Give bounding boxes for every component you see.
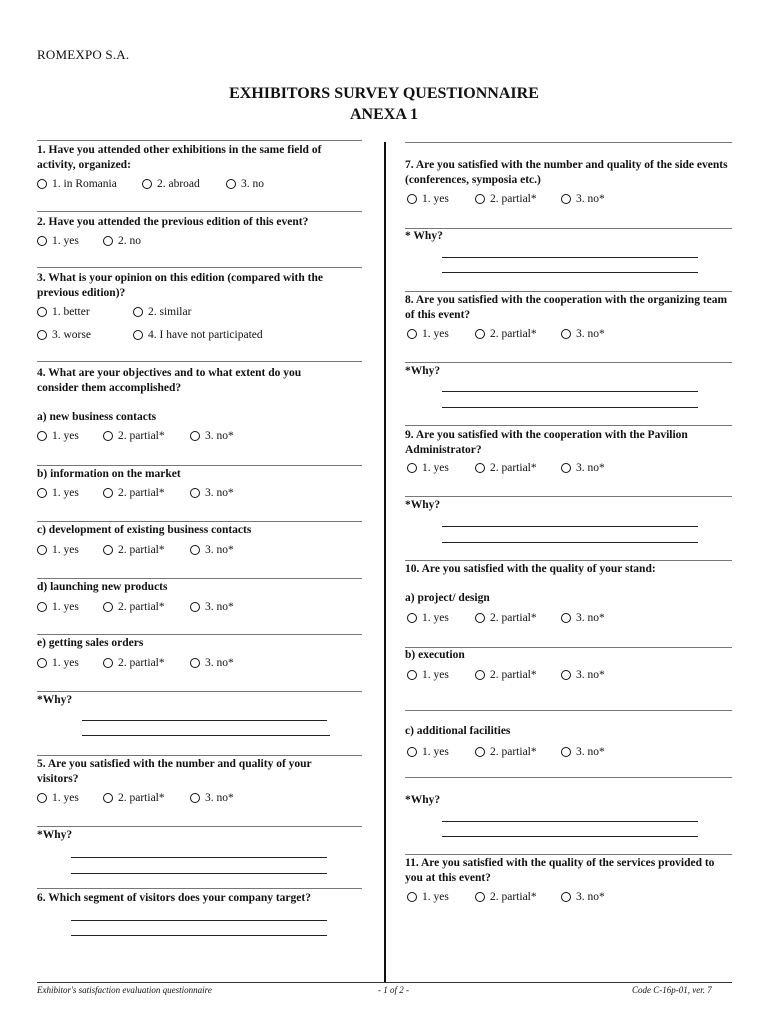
divider <box>37 578 362 579</box>
question-2: 2. Have you attended the previous edition of this event? <box>37 216 309 228</box>
why-label-q8: *Why? <box>405 365 441 377</box>
why-line-q8-2[interactable] <box>442 407 698 408</box>
divider <box>405 560 732 561</box>
question-1: 1. Have you attended other exhibitions in the same field of activity, organized: <box>37 144 322 171</box>
radio-q3-better[interactable]: 1. better <box>37 306 90 318</box>
divider <box>37 521 362 522</box>
why-label-q9: *Why? <box>405 499 441 511</box>
radio-q4a-yes[interactable]: 1. yes <box>37 430 79 442</box>
radio-q9-yes[interactable]: 1. yes <box>407 462 449 474</box>
radio-q2-no[interactable]: 2. no <box>103 235 141 247</box>
radio-circle-icon <box>37 658 47 668</box>
radio-q5-no[interactable]: 3. no* <box>190 792 234 804</box>
radio-circle-icon <box>561 463 571 473</box>
why-line-q9-1[interactable] <box>442 526 698 527</box>
radio-q4d-yes[interactable]: 1. yes <box>37 601 79 613</box>
radio-q10a-partial[interactable]: 2. partial* <box>475 612 537 624</box>
question-6: 6. Which segment of visitors does your company target? <box>37 892 311 904</box>
column-divider <box>384 142 386 982</box>
divider <box>405 647 732 648</box>
radio-q10b-yes[interactable]: 1. yes <box>407 669 449 681</box>
radio-q10c-yes[interactable]: 1. yes <box>407 746 449 758</box>
divider <box>405 777 732 778</box>
why-label-q5: *Why? <box>37 829 73 841</box>
radio-q8-partial[interactable]: 2. partial* <box>475 328 537 340</box>
question-3: 3. What is your opinion on this edition (compared with the previous edition)? <box>37 272 323 299</box>
radio-circle-icon <box>103 658 113 668</box>
why-line-q5-1[interactable] <box>71 857 327 858</box>
radio-circle-icon <box>133 307 143 317</box>
radio-q10c-partial[interactable]: 2. partial* <box>475 746 537 758</box>
page-subtitle: ANEXA 1 <box>349 106 418 123</box>
footer-doc-name: Exhibitor's satisfaction evaluation questionnaire <box>37 985 212 995</box>
radio-circle-icon <box>407 670 417 680</box>
radio-circle-icon <box>407 329 417 339</box>
radio-circle-icon <box>475 463 485 473</box>
q10-sub-c: c) additional facilities <box>405 725 511 737</box>
question-8: 8. Are you satisfied with the cooperation with the organizing team of this event? <box>405 294 728 321</box>
radio-q4b-yes[interactable]: 1. yes <box>37 487 79 499</box>
radio-circle-icon <box>103 793 113 803</box>
divider <box>405 710 732 711</box>
radio-circle-icon <box>37 307 47 317</box>
answer-line-q6-1[interactable] <box>71 920 327 921</box>
radio-circle-icon <box>37 602 47 612</box>
footer-code: Code C-16p-01, ver. 7 <box>632 985 712 995</box>
question-10: 10. Are you satisfied with the quality of your stand: <box>405 563 656 575</box>
radio-q11-no[interactable]: 3. no* <box>561 891 605 903</box>
radio-q10b-partial[interactable]: 2. partial* <box>475 669 537 681</box>
radio-circle-icon <box>103 488 113 498</box>
radio-q11-partial[interactable]: 2. partial* <box>475 891 537 903</box>
why-line-q5-2[interactable] <box>71 873 327 874</box>
radio-q4c-no[interactable]: 3. no* <box>190 544 234 556</box>
radio-q4d-no[interactable]: 3. no* <box>190 601 234 613</box>
radio-circle-icon <box>190 793 200 803</box>
q4-sub-d: d) launching new products <box>37 581 168 593</box>
radio-circle-icon <box>407 463 417 473</box>
radio-q1-romania[interactable]: 1. in Romania <box>37 178 117 190</box>
radio-q10c-no[interactable]: 3. no* <box>561 746 605 758</box>
q4-sub-b: b) information on the market <box>37 468 181 480</box>
radio-q4a-no[interactable]: 3. no* <box>190 430 234 442</box>
why-line-q9-2[interactable] <box>442 542 698 543</box>
radio-circle-icon <box>475 613 485 623</box>
radio-q10a-yes[interactable]: 1. yes <box>407 612 449 624</box>
radio-circle-icon <box>37 488 47 498</box>
radio-circle-icon <box>103 602 113 612</box>
divider <box>405 854 732 855</box>
why-line-q8-1[interactable] <box>442 391 698 392</box>
radio-circle-icon <box>190 545 200 555</box>
divider <box>37 634 362 635</box>
radio-circle-icon <box>561 670 571 680</box>
radio-circle-icon <box>561 613 571 623</box>
question-7: 7. Are you satisfied with the number and quality of the side events (conferences, symposia etc.) <box>405 159 728 186</box>
radio-q7-no[interactable]: 3. no* <box>561 193 605 205</box>
divider <box>37 465 362 466</box>
question-11: 11. Are you satisfied with the quality of the services provided to you at this event? <box>405 857 715 884</box>
answer-line-q6-2[interactable] <box>71 935 327 936</box>
why-line-q4-2[interactable] <box>82 735 330 736</box>
radio-q4e-partial[interactable]: 2. partial* <box>103 657 165 669</box>
radio-q1-abroad[interactable]: 2. abroad <box>142 178 200 190</box>
radio-circle-icon <box>103 431 113 441</box>
radio-circle-icon <box>190 431 200 441</box>
radio-circle-icon <box>190 488 200 498</box>
radio-q4c-partial[interactable]: 2. partial* <box>103 544 165 556</box>
radio-circle-icon <box>407 194 417 204</box>
divider <box>37 361 362 362</box>
radio-q4e-no[interactable]: 3. no* <box>190 657 234 669</box>
question-9: 9. Are you satisfied with the cooperation with the Pavilion Administrator? <box>405 429 688 456</box>
why-line-q7-2[interactable] <box>442 272 698 273</box>
radio-circle-icon <box>475 892 485 902</box>
radio-q8-yes[interactable]: 1. yes <box>407 328 449 340</box>
radio-circle-icon <box>37 236 47 246</box>
why-line-q10-2[interactable] <box>442 836 698 837</box>
divider <box>37 888 362 889</box>
q4-sub-a: a) new business contacts <box>37 411 157 423</box>
radio-q3-not-participated[interactable]: 4. I have not participated <box>133 329 263 341</box>
divider <box>405 425 732 426</box>
radio-circle-icon <box>37 545 47 555</box>
radio-circle-icon <box>561 194 571 204</box>
q10-sub-a: a) project/ design <box>405 592 490 604</box>
radio-q2-yes[interactable]: 1. yes <box>37 235 79 247</box>
divider <box>37 755 362 756</box>
radio-circle-icon <box>407 747 417 757</box>
radio-circle-icon <box>561 892 571 902</box>
question-5: 5. Are you satisfied with the number and quality of your visitors? <box>37 758 312 785</box>
radio-circle-icon <box>142 179 152 189</box>
radio-circle-icon <box>561 747 571 757</box>
radio-circle-icon <box>561 329 571 339</box>
radio-q7-partial[interactable]: 2. partial* <box>475 193 537 205</box>
divider <box>405 362 732 363</box>
why-label-q7: * Why? <box>405 230 443 242</box>
radio-q7-yes[interactable]: 1. yes <box>407 193 449 205</box>
why-line-q10-1[interactable] <box>442 821 698 822</box>
radio-q9-no[interactable]: 3. no* <box>561 462 605 474</box>
company-name: ROMEXPO S.A. <box>37 47 130 62</box>
divider <box>405 142 732 143</box>
radio-circle-icon <box>475 329 485 339</box>
why-label-q10: *Why? <box>405 794 441 806</box>
divider <box>37 826 362 827</box>
radio-circle-icon <box>190 602 200 612</box>
footer-rule <box>37 982 732 983</box>
why-line-q7-1[interactable] <box>442 257 698 258</box>
radio-circle-icon <box>103 236 113 246</box>
radio-q10a-no[interactable]: 3. no* <box>561 612 605 624</box>
radio-circle-icon <box>37 330 47 340</box>
radio-q8-no[interactable]: 3. no* <box>561 328 605 340</box>
q4-sub-c: c) development of existing business contacts <box>37 524 252 536</box>
radio-q10b-no[interactable]: 3. no* <box>561 669 605 681</box>
radio-circle-icon <box>37 179 47 189</box>
radio-circle-icon <box>407 892 417 902</box>
radio-circle-icon <box>475 747 485 757</box>
radio-q5-yes[interactable]: 1. yes <box>37 792 79 804</box>
radio-q4d-partial[interactable]: 2. partial* <box>103 601 165 613</box>
radio-q4b-no[interactable]: 3. no* <box>190 487 234 499</box>
radio-circle-icon <box>190 658 200 668</box>
radio-q4c-yes[interactable]: 1. yes <box>37 544 79 556</box>
radio-q4a-partial[interactable]: 2. partial* <box>103 430 165 442</box>
divider <box>405 291 732 292</box>
radio-circle-icon <box>475 194 485 204</box>
radio-circle-icon <box>475 670 485 680</box>
radio-q3-worse[interactable]: 3. worse <box>37 329 91 341</box>
radio-circle-icon <box>226 179 236 189</box>
radio-circle-icon <box>407 613 417 623</box>
question-4: 4. What are your objectives and to what extent do you consider them accomplished? <box>37 367 302 394</box>
radio-q9-partial[interactable]: 2. partial* <box>475 462 537 474</box>
radio-circle-icon <box>133 330 143 340</box>
divider <box>37 691 362 692</box>
radio-circle-icon <box>37 431 47 441</box>
q4-sub-e: e) getting sales orders <box>37 637 144 649</box>
q10-sub-b: b) execution <box>405 649 465 661</box>
why-line-q4-1[interactable] <box>82 720 327 721</box>
footer-page-number: - 1 of 2 - <box>378 985 409 995</box>
radio-circle-icon <box>103 545 113 555</box>
divider <box>405 228 732 229</box>
radio-q5-partial[interactable]: 2. partial* <box>103 792 165 804</box>
divider <box>405 496 732 497</box>
divider <box>37 267 362 268</box>
radio-q3-similar[interactable]: 2. similar <box>133 306 191 318</box>
radio-q4b-partial[interactable]: 2. partial* <box>103 487 165 499</box>
why-label-q4: *Why? <box>37 694 73 706</box>
radio-circle-icon <box>37 793 47 803</box>
radio-q1-no[interactable]: 3. no <box>226 178 264 190</box>
radio-q11-yes[interactable]: 1. yes <box>407 891 449 903</box>
radio-q4e-yes[interactable]: 1. yes <box>37 657 79 669</box>
page-title: EXHIBITORS SURVEY QUESTIONNAIRE <box>229 85 539 102</box>
divider <box>37 140 362 141</box>
divider <box>37 211 362 212</box>
